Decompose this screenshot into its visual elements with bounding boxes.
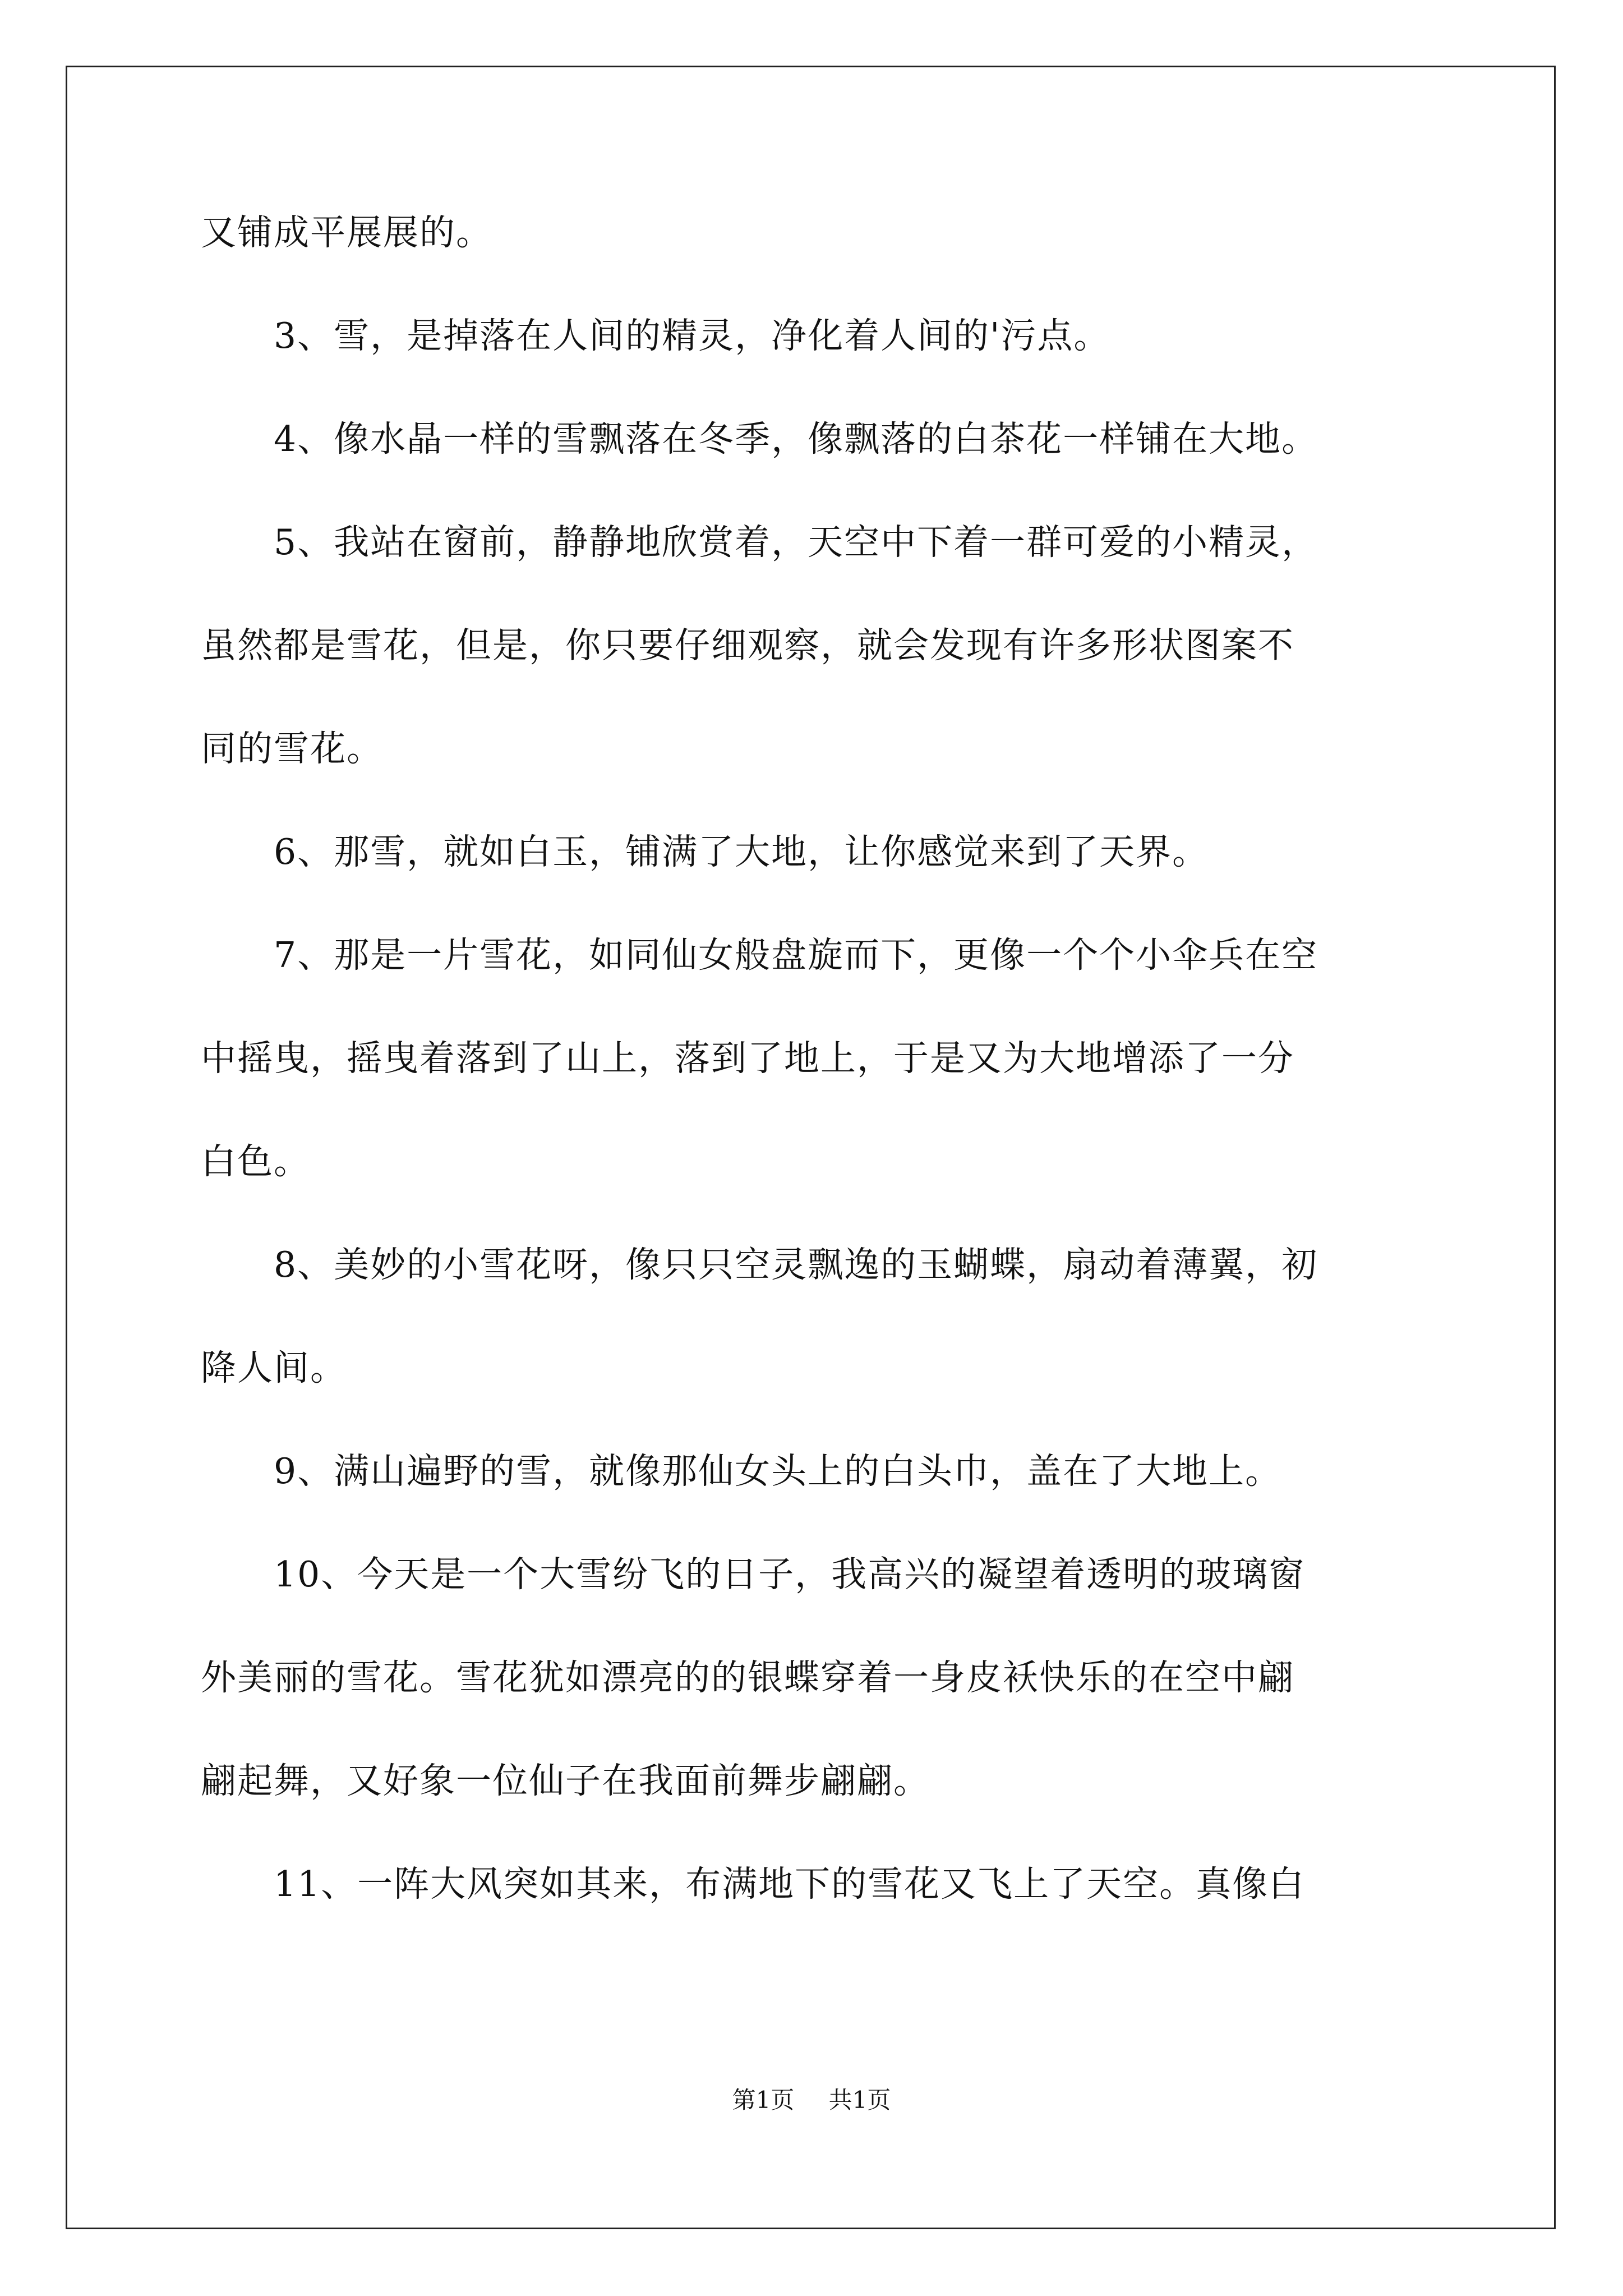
text-line: 降人间。	[201, 1347, 347, 1388]
text-line: 又铺成平展展的。	[201, 212, 492, 253]
text-line: 7、那是一片雪花，如同仙女般盘旋而下，更像一个个小伞兵在空	[274, 935, 1318, 976]
page-total: 共1页	[828, 2086, 891, 2114]
text-line: 中摇曳，摇曳着落到了山上，落到了地上，于是又为大地增添了一分	[201, 1038, 1294, 1079]
document-body	[201, 212, 1428, 1970]
text-line: 8、美妙的小雪花呀，像只只空灵飘逸的玉蝴蝶，扇动着薄翼，初	[274, 1244, 1318, 1285]
text-line: 9、满山遍野的雪，就像那仙女头上的白头巾，盖在了大地上。	[274, 1451, 1282, 1492]
text-line: 10、今天是一个大雪纷飞的日子，我高兴的凝望着透明的玻璃窗	[274, 1554, 1306, 1595]
text-line: 3、雪，是掉落在人间的精灵，净化着人间的'污点。	[274, 315, 1110, 356]
text-line: 白色。	[201, 1141, 310, 1182]
text-line: 同的雪花。	[201, 728, 383, 769]
text-line: 4、像水晶一样的雪飘落在冬季，像飘落的白茶花一样铺在大地。	[274, 418, 1318, 459]
page-footer	[0, 2088, 1623, 2112]
text-line: 5、我站在窗前，静静地欣赏着，天空中下着一群可爱的小精灵，	[274, 522, 1318, 563]
text-line: 虽然都是雪花，但是，你只要仔细观察，就会发现有许多形状图案不	[201, 625, 1294, 666]
text-line: 11、一阵大风突如其来，布满地下的雪花又飞上了天空。真像白	[274, 1864, 1306, 1904]
text-line: 6、那雪，就如白玉，铺满了大地，让你感觉来到了天界。	[274, 831, 1209, 872]
text-line: 外美丽的雪花。雪花犹如漂亮的的银蝶穿着一身皮袄快乐的在空中翩	[201, 1657, 1294, 1698]
text-line: 翩起舞，又好象一位仙子在我面前舞步翩翩。	[201, 1760, 930, 1801]
page-number: 第1页	[732, 2086, 795, 2114]
